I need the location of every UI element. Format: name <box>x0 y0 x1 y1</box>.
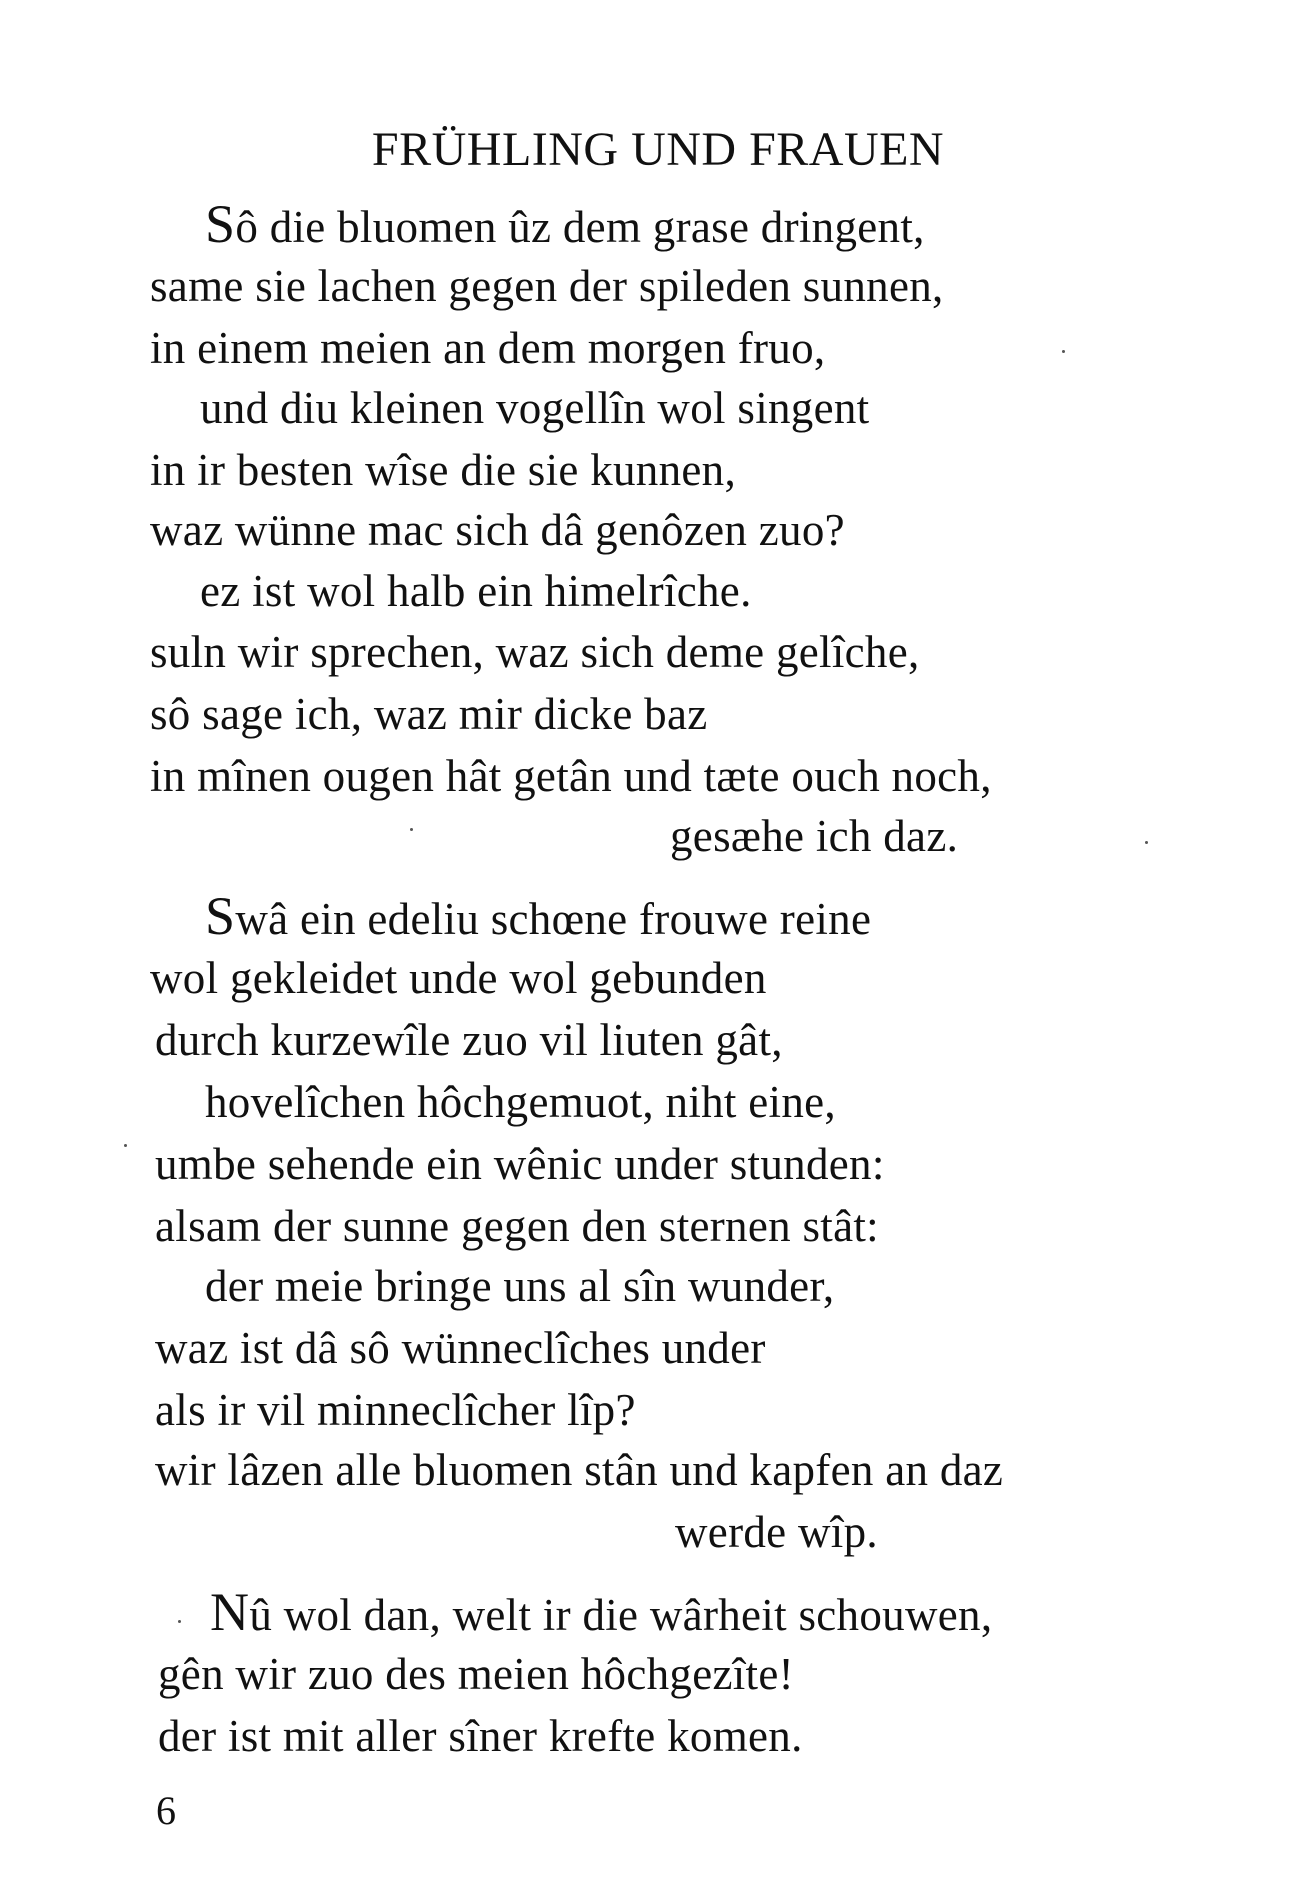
verse-line: same sie lachen gegen der spileden sunnen, <box>150 261 944 311</box>
verse-line: und diu kleinen vogellîn wol singent <box>200 383 870 433</box>
verse-line: der ist mit aller sîner krefte komen. <box>158 1711 803 1761</box>
verse-line: wol gekleidet unde wol gebunden <box>150 953 767 1003</box>
print-speck <box>124 1144 127 1147</box>
verse-line: Nû wol dan, welt ir die wârheit schouwen, <box>210 1582 993 1642</box>
verse-line: Swâ ein edeliu schœne frouwe reine <box>205 886 872 946</box>
verse-line: ez ist wol halb ein himelrîche. <box>200 566 752 616</box>
verse-line: Sô die bluomen ûz dem grase dringent, <box>205 194 925 254</box>
poem-title: FRÜHLING UND FRAUEN <box>371 123 945 176</box>
print-speck <box>1145 841 1148 844</box>
verse-line: alsam der sunne gegen den sternen stât: <box>155 1201 879 1251</box>
verse-line: der meie bringe uns al sîn wunder, <box>205 1261 835 1311</box>
verse-line: als ir vil minneclîcher lîp? <box>155 1385 636 1435</box>
verse-line: werde wîp. <box>675 1507 878 1557</box>
verse-line: in einem meien an dem morgen fruo, <box>150 323 826 373</box>
verse-line: durch kurzewîle zuo vil liuten gât, <box>155 1015 783 1065</box>
verse-line: in mînen ougen hât getân und tæte ouch noch, <box>150 751 992 801</box>
verse-line: gesæhe ich daz. <box>670 811 959 861</box>
verse-line: suln wir sprechen, waz sich deme gelîche, <box>150 627 920 677</box>
verse-line: waz ist dâ sô wünneclîches under <box>155 1323 766 1373</box>
page-number: 6 <box>156 1788 176 1833</box>
verse-line: umbe sehende ein wênic under stunden: <box>155 1139 885 1189</box>
verse-line: hovelîchen hôchgemuot, niht eine, <box>205 1077 836 1127</box>
print-speck <box>410 828 413 831</box>
verse-line: wir lâzen alle bluomen stân und kapfen an daz <box>155 1445 1004 1495</box>
print-speck <box>1062 350 1065 353</box>
verse-line: gên wir zuo des meien hôchgezîte! <box>158 1649 794 1699</box>
verse-line: sô sage ich, waz mir dicke baz <box>150 689 708 739</box>
verse-line: waz wünne mac sich dâ genôzen zuo? <box>150 505 845 555</box>
print-speck <box>178 1620 181 1623</box>
verse-line: in ir besten wîse die sie kunnen, <box>150 445 737 495</box>
